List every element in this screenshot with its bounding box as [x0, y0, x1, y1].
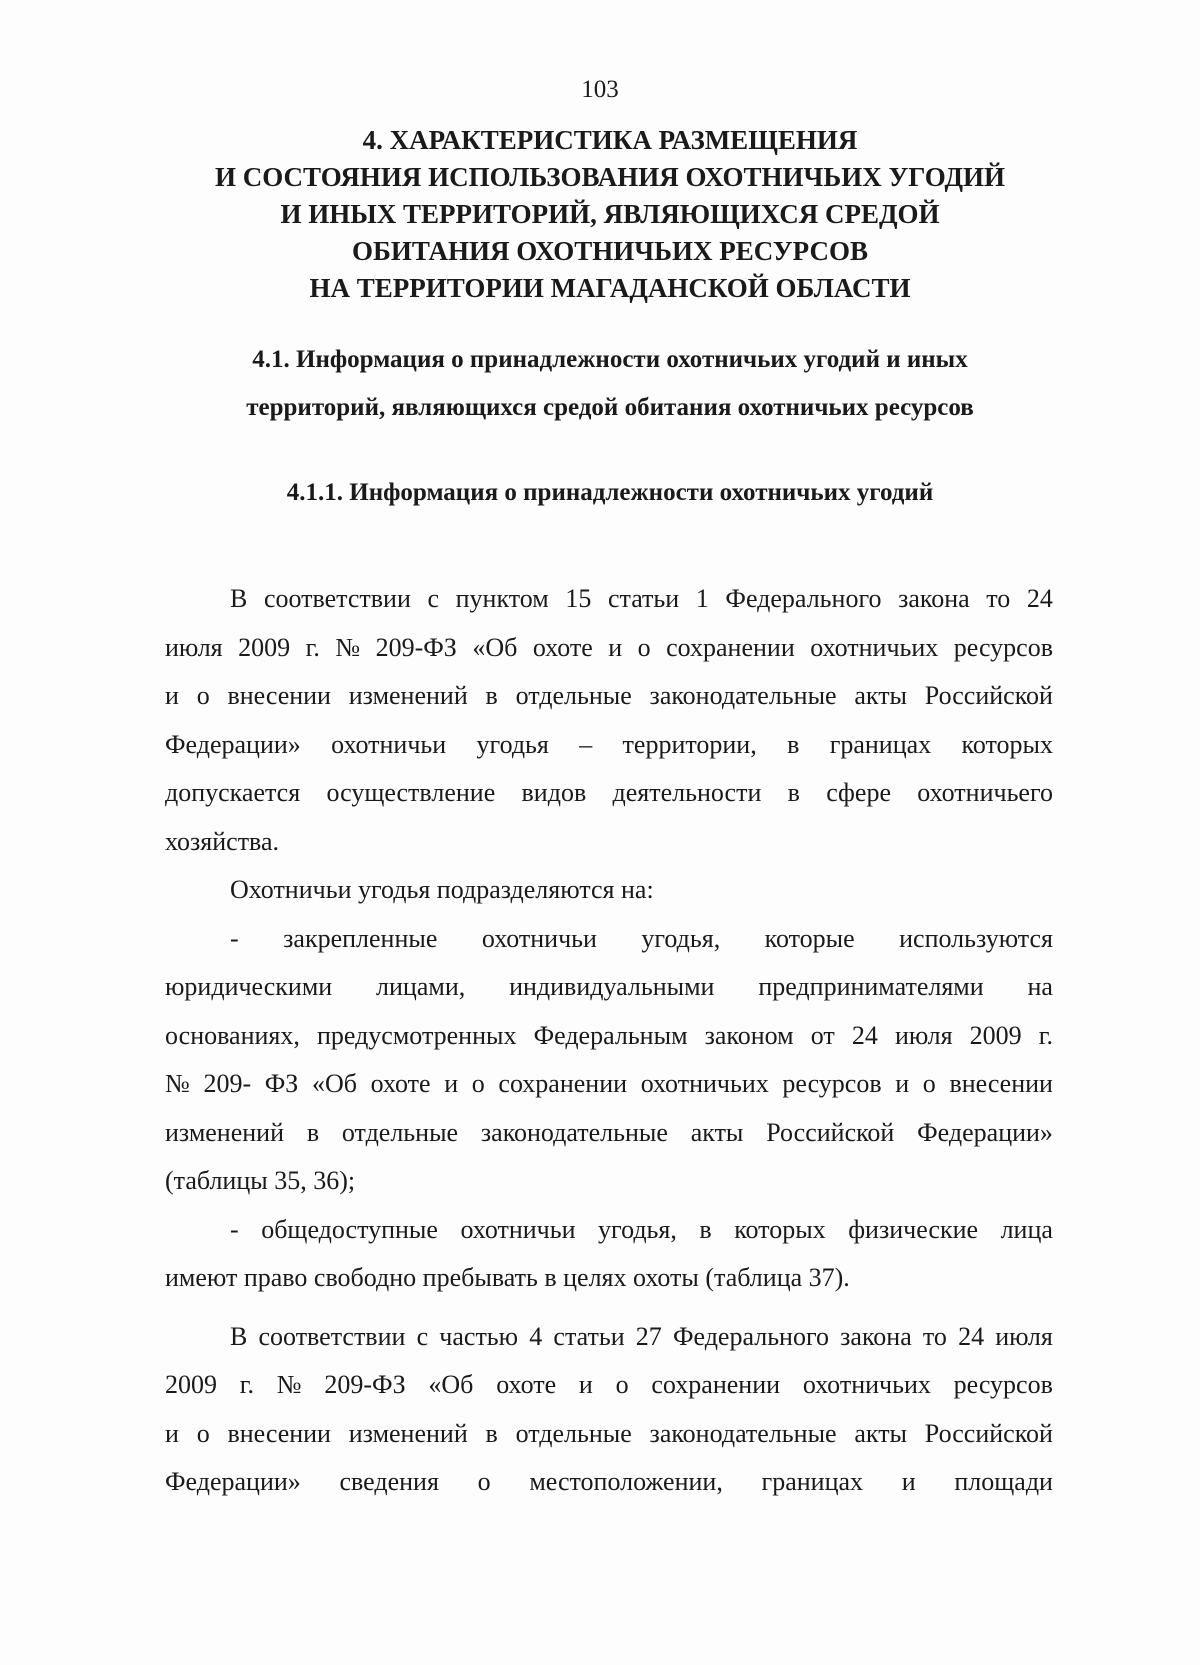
- word: границах: [829, 729, 932, 759]
- word: и: [608, 632, 623, 662]
- word: которые: [764, 923, 855, 953]
- body-line: [165, 1109, 1053, 1158]
- word: площади: [954, 1467, 1053, 1496]
- word: №: [276, 1370, 302, 1399]
- word: Федеральным: [533, 1020, 688, 1050]
- word: июля: [995, 1321, 1053, 1351]
- word: «Об: [472, 632, 518, 662]
- word: внесении: [227, 1418, 331, 1448]
- body-line: [165, 624, 1053, 673]
- word: предусмотренных: [316, 1020, 517, 1050]
- word: изменений: [348, 681, 468, 710]
- word: Федерального: [725, 584, 882, 613]
- word: видов: [521, 778, 587, 807]
- body-line: [165, 915, 1053, 964]
- body-line: [165, 721, 1053, 770]
- word: 15: [565, 584, 592, 613]
- word: сведения: [339, 1467, 439, 1496]
- word: юридическими: [165, 972, 333, 1001]
- word: в: [306, 1117, 320, 1147]
- word: о: [615, 1370, 629, 1399]
- word: -: [230, 1214, 239, 1244]
- word: частью: [439, 1321, 519, 1351]
- word: о: [471, 1069, 485, 1098]
- word: 27: [635, 1321, 662, 1351]
- word: территории,: [622, 729, 757, 759]
- word: о: [477, 1467, 491, 1496]
- word: Российской: [924, 681, 1053, 710]
- chapter-title-line: И СОСТОЯНИЯ ИСПОЛЬЗОВАНИЯ ОХОТНИЧЬИХ УГОДИЙ: [214, 162, 1006, 192]
- chapter-title-line: НА ТЕРРИТОРИИ МАГАДАНСКОЙ ОБЛАСТИ: [309, 273, 911, 303]
- word: и: [165, 681, 179, 710]
- word: В: [230, 1321, 248, 1351]
- word: сохранении: [666, 632, 795, 662]
- word: сфере: [826, 778, 891, 807]
- word: 209-: [203, 1069, 252, 1098]
- body-line: [165, 1313, 1053, 1362]
- word: законом: [704, 1020, 794, 1050]
- word: 24: [1026, 584, 1053, 613]
- word: сохранении: [651, 1370, 781, 1399]
- word: на: [1027, 972, 1053, 1001]
- body-line: имеют право свободно пребывать в целях охоты (таблица 37).: [165, 1263, 850, 1292]
- word: границах: [761, 1467, 864, 1496]
- body-line: [165, 1458, 1053, 1507]
- word: физические: [848, 1214, 979, 1244]
- word: охотничьих: [802, 1370, 931, 1399]
- word: и: [578, 1370, 593, 1399]
- word: закона: [840, 1321, 912, 1351]
- body-line: [165, 1012, 1053, 1061]
- word: г.: [305, 632, 320, 662]
- body-line: хозяйства.: [165, 826, 280, 856]
- word: изменений: [165, 1117, 285, 1147]
- body-line: [165, 769, 1053, 818]
- word: от: [810, 1020, 835, 1050]
- word: соответствии: [258, 1321, 406, 1351]
- body-line: Охотничьи угодья подразделяются на:: [230, 875, 654, 904]
- word: отдельные: [515, 681, 632, 710]
- word: июля: [894, 1020, 953, 1050]
- body-line: [165, 1361, 1053, 1410]
- word: угодья,: [641, 923, 721, 953]
- word: Российской: [924, 1418, 1053, 1448]
- word: которых: [961, 729, 1053, 759]
- body-line: [165, 1410, 1053, 1459]
- word: Федерации»: [165, 729, 301, 759]
- word: и: [165, 1418, 179, 1448]
- word: закона: [898, 584, 970, 613]
- word: 24: [958, 1321, 985, 1351]
- word: 2009: [969, 1020, 1022, 1050]
- chapter-title-line: 4. ХАРАКТЕРИСТИКА РАЗМЕЩЕНИЯ: [362, 125, 858, 155]
- word: Российской: [766, 1117, 895, 1147]
- word: июля: [165, 632, 223, 662]
- body-line: [165, 672, 1053, 721]
- word: №: [165, 1069, 190, 1098]
- word: о: [196, 681, 210, 710]
- chapter-title-line: И ИНЫХ ТЕРРИТОРИЙ, ЯВЛЯЮЩИХСЯ СРЕДОЙ: [280, 199, 940, 229]
- word: ресурсов: [782, 1069, 882, 1098]
- word: охотничьего: [917, 778, 1053, 807]
- page-number: 103: [581, 76, 619, 103]
- body-text: [165, 575, 1053, 1507]
- word: законодательные: [649, 681, 837, 710]
- word: и: [901, 1467, 916, 1496]
- word: пунктом: [455, 584, 549, 613]
- chapter-title: [140, 122, 1080, 307]
- body-line: [165, 575, 1053, 624]
- word: №: [335, 632, 361, 662]
- word: которых: [734, 1214, 826, 1244]
- word: деятельности: [612, 778, 762, 807]
- word: статьи: [553, 1321, 625, 1351]
- word: основаниях,: [165, 1020, 300, 1050]
- word: закрепленные: [283, 923, 438, 953]
- subsection-title: 4.1.1. Информация о принадлежности охотничьих угодий: [286, 479, 934, 506]
- word: угодья: [476, 729, 549, 759]
- word: то: [986, 584, 1011, 613]
- word: лицами,: [376, 972, 466, 1001]
- word: Федерации»: [165, 1467, 301, 1496]
- word: охотничьи: [460, 1214, 576, 1244]
- word: о: [196, 1418, 210, 1448]
- word: угодья,: [598, 1214, 677, 1244]
- word: местоположении,: [529, 1467, 723, 1496]
- word: отдельные: [515, 1418, 632, 1448]
- word: охоте: [496, 1370, 557, 1399]
- word: акты: [854, 1418, 908, 1448]
- word: в: [699, 1214, 712, 1244]
- word: Федерации»: [917, 1117, 1053, 1147]
- word: в: [787, 778, 800, 807]
- word: законодательные: [649, 1418, 837, 1448]
- chapter-title-line: ОБИТАНИЯ ОХОТНИЧЬИХ РЕСУРСОВ: [351, 236, 868, 266]
- word: с: [427, 584, 440, 613]
- word: охотничьи: [331, 729, 447, 759]
- word: предпринимателями: [758, 972, 984, 1001]
- word: сохранении: [498, 1069, 628, 1098]
- word: 4: [529, 1321, 543, 1351]
- section-title-line: 4.1. Информация о принадлежности охотничьих угодий и иных: [252, 346, 968, 373]
- word: «Об: [428, 1370, 474, 1399]
- body-line: (таблицы 35, 36);: [165, 1166, 356, 1195]
- word: о: [637, 632, 651, 662]
- word: в: [485, 681, 498, 710]
- word: соответствии: [263, 584, 411, 613]
- word: -: [230, 923, 239, 953]
- word: акты: [854, 681, 908, 710]
- word: с: [416, 1321, 429, 1351]
- word: лица: [1000, 1214, 1053, 1244]
- word: 209-ФЗ: [375, 632, 457, 662]
- word: 24: [851, 1020, 878, 1050]
- word: 1: [695, 584, 709, 613]
- word: и: [895, 1069, 910, 1098]
- word: статьи: [607, 584, 680, 613]
- word: –: [579, 729, 593, 759]
- word: используются: [899, 923, 1053, 953]
- word: о: [922, 1069, 936, 1098]
- word: отдельные: [341, 1117, 459, 1147]
- word: охотничьих: [640, 1069, 769, 1098]
- word: законодательные: [480, 1117, 668, 1147]
- word: в: [787, 729, 800, 759]
- word: и: [444, 1069, 459, 1098]
- word: 2009: [238, 632, 291, 662]
- word: акты: [690, 1117, 744, 1147]
- body-line: [165, 1206, 1053, 1255]
- word: Федерального: [672, 1321, 829, 1351]
- word: охотничьи: [481, 923, 597, 953]
- word: ресурсов: [953, 1370, 1053, 1399]
- word: внесении: [227, 681, 331, 710]
- word: ресурсов: [953, 632, 1053, 662]
- word: охоте: [532, 632, 593, 662]
- word: 2009: [165, 1370, 217, 1399]
- body-line: [165, 963, 1053, 1012]
- word: «Об: [311, 1069, 357, 1098]
- word: то: [922, 1321, 947, 1351]
- word: г.: [239, 1370, 255, 1399]
- word: В: [230, 584, 248, 613]
- word: 209-ФЗ: [324, 1370, 406, 1399]
- word: в: [485, 1418, 498, 1448]
- word: охоте: [370, 1069, 431, 1098]
- word: осуществление: [326, 778, 496, 807]
- word: охотничьих: [810, 632, 939, 662]
- word: индивидуальными: [509, 972, 715, 1001]
- word: ФЗ: [264, 1069, 299, 1098]
- section-title: [150, 336, 1070, 432]
- section-title-line: территорий, являющихся средой обитания охотничьих ресурсов: [246, 394, 974, 421]
- word: г.: [1038, 1020, 1053, 1050]
- body-line: [165, 1060, 1053, 1109]
- word: изменений: [348, 1418, 468, 1448]
- word: общедоступные: [261, 1214, 438, 1244]
- word: внесении: [949, 1069, 1053, 1098]
- word: допускается: [165, 778, 301, 807]
